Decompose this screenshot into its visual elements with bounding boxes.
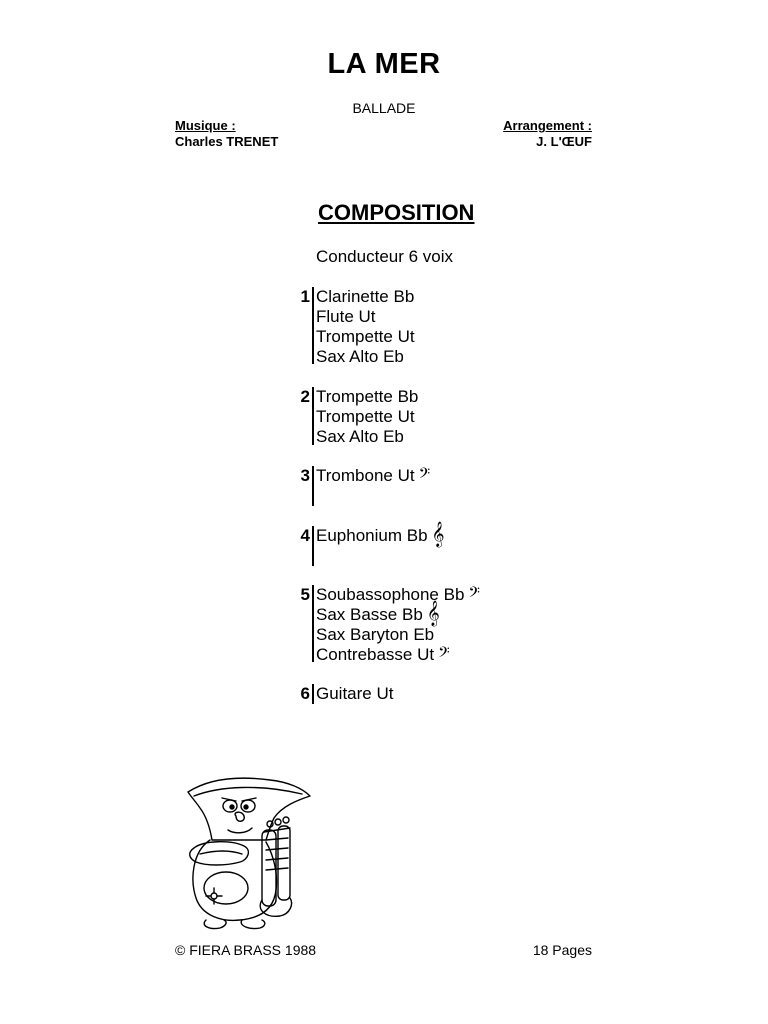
group-number: 5 — [300, 585, 310, 604]
page-title: LA MER — [327, 48, 441, 80]
instrument-name: Trompette Bb — [316, 387, 419, 406]
arrangement-label: Arrangement : — [503, 118, 592, 133]
group-bracket-line — [312, 387, 314, 445]
instrument-name: Sax Basse Bb — [316, 605, 423, 624]
mascot-tuba-illustration — [170, 770, 320, 935]
instrument-item — [316, 466, 430, 486]
composition-heading: COMPOSITION — [318, 200, 475, 225]
group-number: 1 — [300, 287, 310, 306]
instrument-item — [316, 601, 480, 626]
instrument-name: Euphonium Bb — [316, 526, 428, 545]
copyright-text: © FIERA BRASS 1988 — [175, 942, 317, 958]
bass-clef-icon: 𝄢 — [418, 465, 431, 486]
page-count: 18 Pages — [532, 942, 592, 958]
instrument-item — [316, 522, 445, 547]
instrument-name: Sax Alto Eb — [316, 347, 404, 366]
instrument-item — [316, 684, 393, 704]
instrument-name: Flute Ut — [316, 307, 376, 326]
treble-clef-icon: 𝄞 — [426, 601, 440, 626]
instrument-item — [316, 347, 415, 367]
page-subtitle: BALLADE — [352, 100, 416, 116]
bass-clef-icon: 𝄢 — [468, 584, 480, 605]
group-bracket-line — [312, 684, 314, 704]
music-value: Charles TRENET — [175, 134, 279, 149]
instrument-item — [316, 645, 480, 665]
arrangement-value: J. L'ŒUF — [536, 134, 592, 149]
instrument-item — [316, 585, 480, 605]
instrument-name: Sax Alto Eb — [316, 427, 404, 446]
instrument-item — [316, 307, 415, 327]
instrument-name: Contrebasse Ut — [316, 645, 435, 664]
instrument-name: Sax Baryton Eb — [316, 625, 435, 644]
treble-clef-icon: 𝄞 — [431, 522, 445, 547]
instrument-item — [316, 625, 480, 645]
instrument-name: Guitare Ut — [316, 684, 394, 703]
music-label: Musique : — [175, 118, 236, 133]
instrument-name: Trombone Ut — [316, 466, 415, 485]
group-number: 2 — [300, 387, 310, 406]
group-number: 4 — [300, 526, 310, 545]
instrument-item — [316, 407, 418, 427]
instrument-item — [316, 387, 418, 407]
instrument-name: Trompette Ut — [316, 407, 415, 426]
instrument-item — [316, 427, 418, 447]
instrument-item — [316, 327, 415, 347]
instrument-name: Clarinette Bb — [316, 287, 415, 306]
instrument-name: Trompette Ut — [316, 327, 415, 346]
instrument-item — [316, 287, 415, 307]
instrument-name: Soubassophone Bb — [316, 585, 465, 604]
group-bracket-line — [312, 526, 314, 566]
conductor-line: Conducteur 6 voix — [316, 247, 454, 266]
group-number: 3 — [300, 466, 310, 485]
group-bracket-line — [312, 287, 314, 364]
group-bracket-line — [312, 585, 314, 662]
group-bracket-line — [312, 466, 314, 506]
group-number: 6 — [300, 684, 310, 703]
bass-clef-icon: 𝄢 — [438, 644, 450, 665]
